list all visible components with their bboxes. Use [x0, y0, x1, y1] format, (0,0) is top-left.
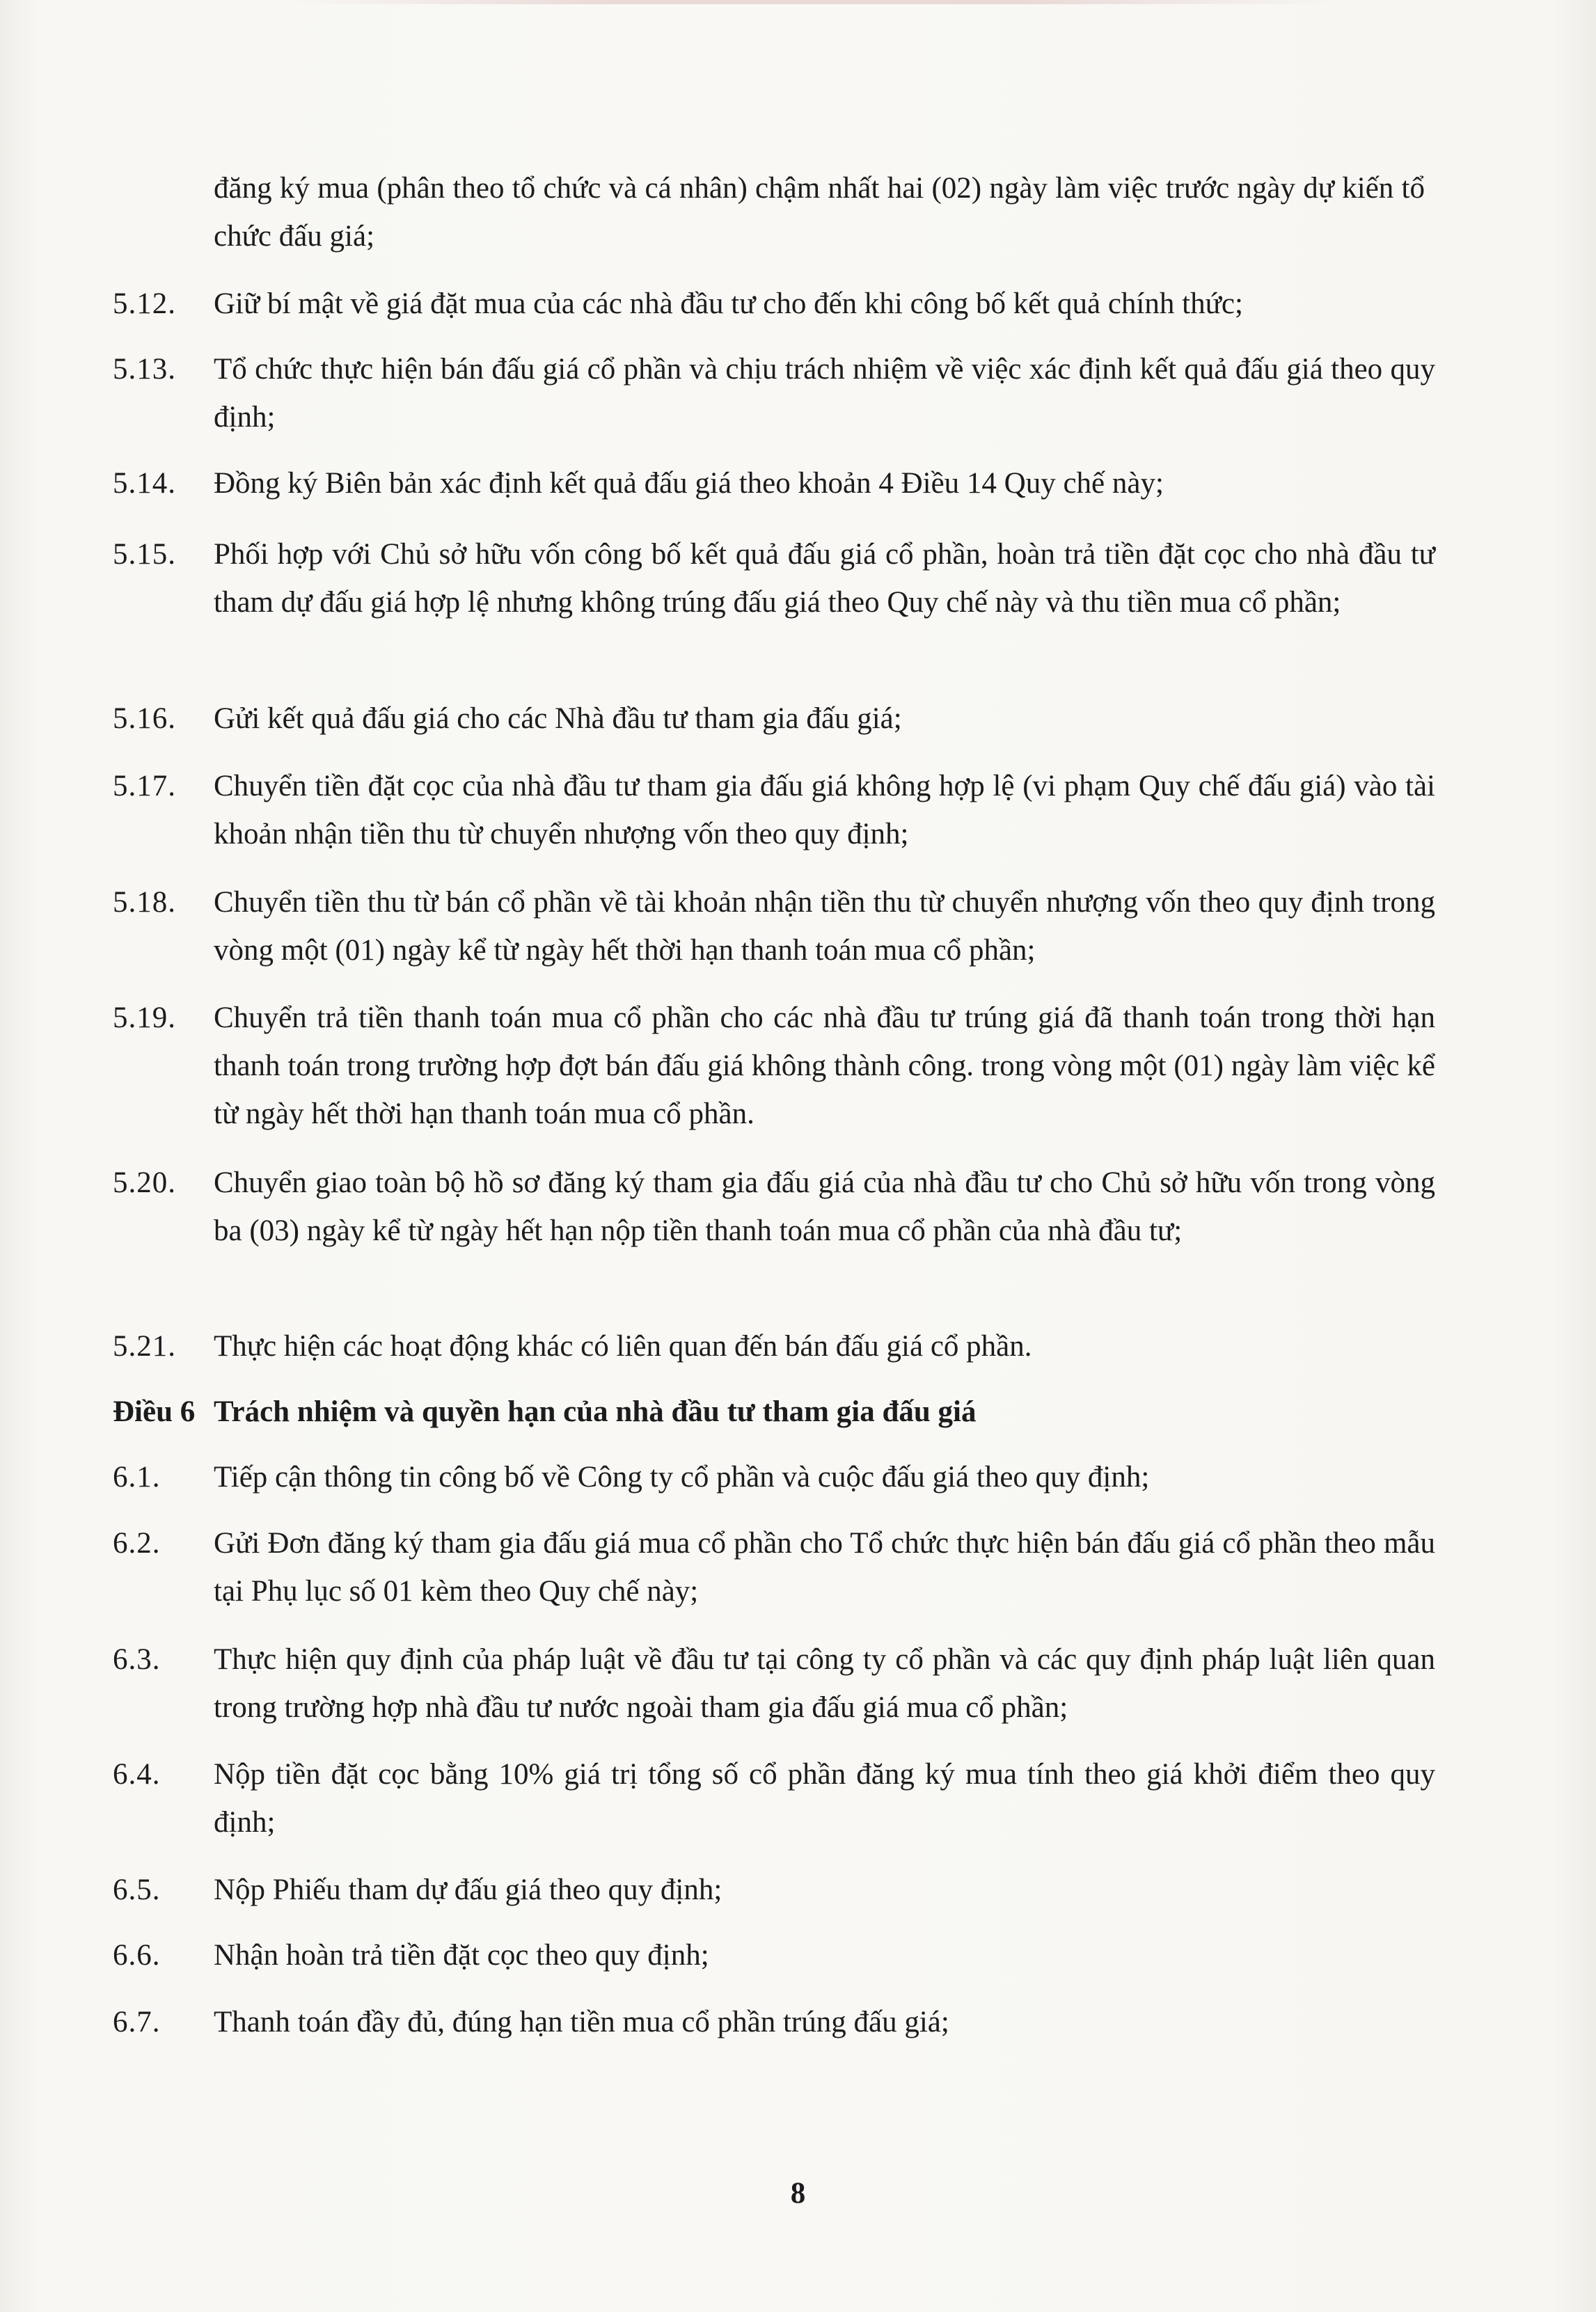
item-text: Nộp tiền đặt cọc bằng 10% giá trị tổng số cổ phần đăng ký mua tính theo giá khởi điểm theo quy định;	[214, 1758, 1435, 1839]
item-number: 5.16.	[113, 702, 176, 735]
item-text: Phối hợp với Chủ sở hữu vốn công bố kết quả đấu giá cổ phần, hoàn trả tiền đặt cọc cho nhà đầu tư tham dự đấu giá hợp lệ nhưng không trúng đấu giá theo Quy chế này và thu tiền mua cổ phần;	[214, 538, 1435, 619]
article-6-heading	[113, 1388, 1435, 1436]
item-text: Gửi Đơn đăng ký tham gia đấu giá mua cổ phần cho Tổ chức thực hiện bán đấu giá cổ phần theo mẫu tại Phụ lục số 01 kèm theo Quy chế này;	[214, 1527, 1435, 1608]
list-item-5-12	[113, 280, 1435, 328]
item-number: 5.17.	[113, 770, 176, 802]
item-text: Tổ chức thực hiện bán đấu giá cổ phần và chịu trách nhiệm về việc xác định kết quả đấu giá theo quy định;	[214, 353, 1435, 434]
continuation-paragraph: đăng ký mua (phân theo tổ chức và cá nhân) chậm nhất hai (02) ngày làm việc trước ngày dự kiến tổ chức đấu giá;	[214, 172, 1425, 253]
item-text: Nhận hoàn trả tiền đặt cọc theo quy định;	[214, 1939, 709, 1972]
item-number: 6.2.	[113, 1527, 161, 1560]
item-text: Chuyển giao toàn bộ hồ sơ đăng ký tham gia đấu giá của nhà đầu tư cho Chủ sở hữu vốn trong vòng ba (03) ngày kể từ ngày hết hạn nộp tiền thanh toán mua cổ phần của nhà đầu tư;	[214, 1166, 1435, 1247]
list-item-6-5	[113, 1866, 1435, 1914]
item-number: 5.12.	[113, 287, 176, 320]
item-number: 6.7.	[113, 2006, 161, 2038]
list-item-5-17	[113, 762, 1435, 858]
item-number: 6.5.	[113, 1874, 161, 1906]
list-item-5-19	[113, 994, 1435, 1138]
list-item-6-3	[113, 1636, 1435, 1732]
list-item-6-6	[113, 1931, 1435, 1979]
item-number: 5.15.	[113, 538, 176, 571]
item-number: 5.18.	[113, 886, 176, 919]
item-number: 5.13.	[113, 353, 176, 386]
item-text: Tiếp cận thông tin công bố về Công ty cổ phần và cuộc đấu giá theo quy định;	[214, 1461, 1150, 1494]
list-item-6-7	[113, 1998, 1435, 2046]
item-text: Chuyển trả tiền thanh toán mua cổ phần cho các nhà đầu tư trúng giá đã thanh toán trong thời hạn thanh toán trong trường hợp đợt bán đấu giá không thành công. trong vòng một (01) ngày làm việc kể từ ngày hết thời hạn thanh toán mua cổ phần.	[214, 1001, 1435, 1130]
item-number: 5.19.	[113, 1001, 176, 1034]
item-number: 5.20.	[113, 1166, 176, 1199]
item-text: Chuyển tiền đặt cọc của nhà đầu tư tham gia đấu giá không hợp lệ (vi phạm Quy chế đấu giá) vào tài khoản nhận tiền thu từ chuyển nhượng vốn theo quy định;	[214, 770, 1435, 850]
item-number: 5.14.	[113, 467, 176, 500]
article-title: Trách nhiệm và quyền hạn của nhà đầu tư tham gia đấu giá	[214, 1395, 977, 1428]
list-item-5-16	[113, 695, 1435, 743]
item-text: Gửi kết quả đấu giá cho các Nhà đầu tư tham gia đấu giá;	[214, 702, 902, 735]
list-item-5-18	[113, 878, 1435, 974]
list-item-6-4	[113, 1750, 1435, 1846]
item-text: Thanh toán đầy đủ, đúng hạn tiền mua cổ phần trúng đấu giá;	[214, 2006, 949, 2038]
item-text: Chuyển tiền thu từ bán cổ phần về tài khoản nhận tiền thu từ chuyển nhượng vốn theo quy định trong vòng một (01) ngày kể từ ngày hết thời hạn thanh toán mua cổ phần;	[214, 886, 1435, 967]
item-text: Thực hiện quy định của pháp luật về đầu tư tại công ty cổ phần và các quy định pháp luật liên quan trong trường hợp nhà đầu tư nước ngoài tham gia đấu giá mua cổ phần;	[214, 1643, 1435, 1724]
item-number: 5.21.	[113, 1330, 176, 1363]
item-number: 6.6.	[113, 1939, 161, 1972]
item-number: 6.4.	[113, 1758, 161, 1791]
list-item-6-1	[113, 1453, 1435, 1501]
item-text: Nộp Phiếu tham dự đấu giá theo quy định;	[214, 1874, 722, 1906]
item-number: 6.3.	[113, 1643, 161, 1676]
item-text: Đồng ký Biên bản xác định kết quả đấu giá theo khoản 4 Điều 14 Quy chế này;	[214, 467, 1164, 500]
list-item-6-2	[113, 1519, 1435, 1615]
list-item-5-14	[113, 459, 1435, 507]
list-item-5-13	[113, 345, 1435, 441]
item-text: Giữ bí mật về giá đặt mua của các nhà đầu tư cho đến khi công bố kết quả chính thức;	[214, 287, 1243, 320]
list-item-5-20	[113, 1159, 1435, 1255]
page-number: 8	[790, 2177, 806, 2210]
item-number: 6.1.	[113, 1461, 161, 1494]
list-item-5-21	[113, 1322, 1435, 1370]
item-text: Thực hiện các hoạt động khác có liên quan đến bán đấu giá cổ phần.	[214, 1330, 1032, 1363]
list-item-5-15	[113, 530, 1435, 626]
article-label: Điều 6	[113, 1395, 196, 1428]
